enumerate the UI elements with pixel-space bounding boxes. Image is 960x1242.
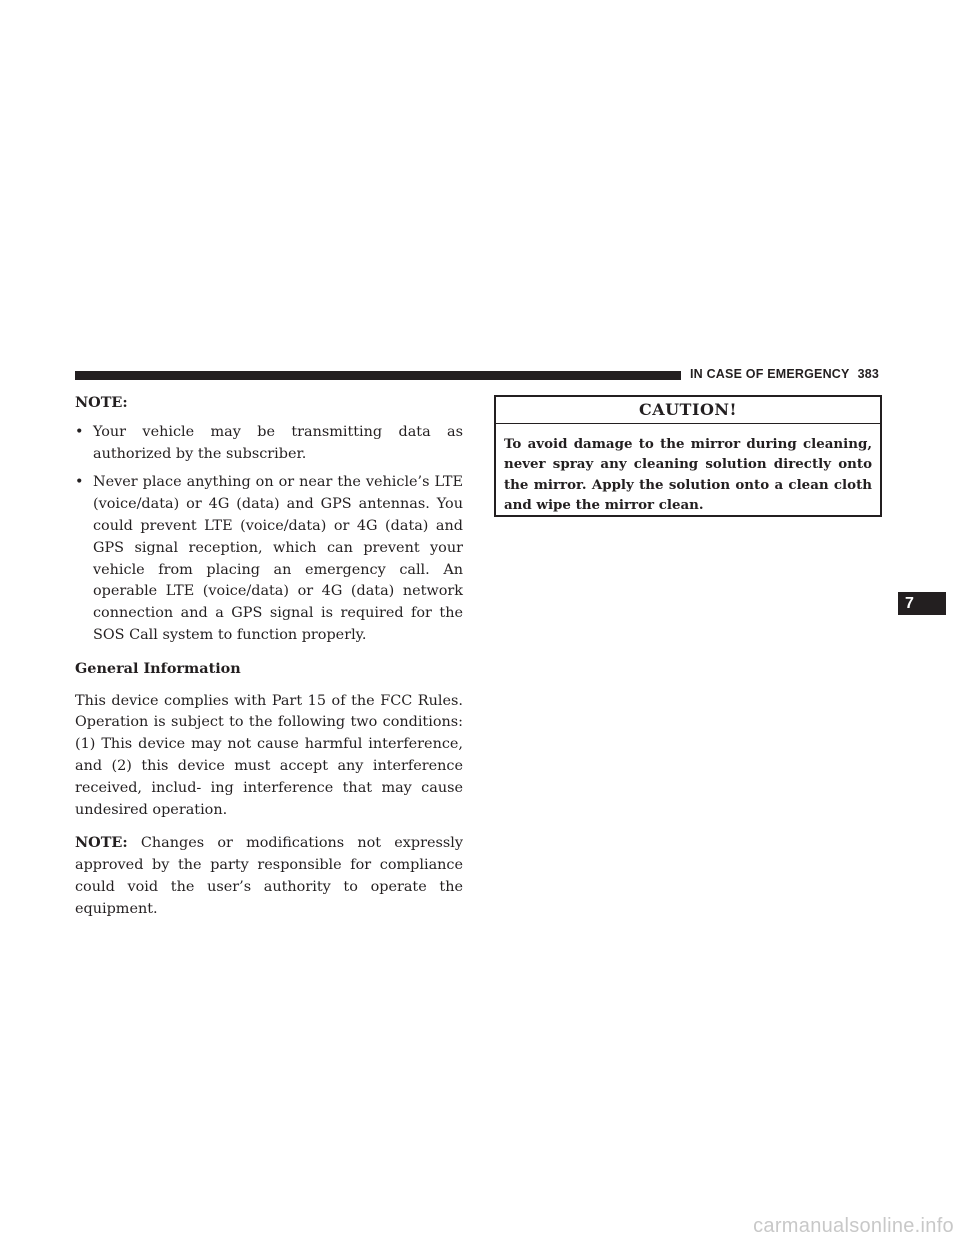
general-info-heading: General Information (75, 659, 241, 677)
header-rule (75, 371, 681, 380)
note-label: NOTE: (75, 834, 128, 852)
bullet-text: Never place anything on or near the vehicle’s LTE (voice/data) or 4G (data) and GPS antennas. You could prevent LTE (voice/data) or 4G (data) and GPS signal reception, which can prevent your vehicle from placing an emergency call. An operable LTE (voice/data) or 4G (data) network connection and a GPS signal is required for the SOS Call system to function properly. (93, 474, 463, 643)
bullet-glyph: • (75, 423, 84, 440)
note-bullet-list (75, 422, 463, 647)
bullet-text: Your vehicle may be transmitting data as authorized by the subscriber. (93, 423, 463, 462)
bullet-glyph: • (75, 474, 84, 491)
note-text: Changes or modifications not expressly approved by the party responsible for compliance could void the user’s authority to operate the equipment. (75, 835, 463, 917)
list-item (75, 472, 463, 646)
note-heading: NOTE: (75, 394, 128, 411)
caution-box (494, 395, 882, 517)
chapter-tab: 7 (898, 592, 946, 615)
caution-title: CAUTION! (496, 397, 880, 424)
watermark: carmanualsonline.info (753, 1215, 954, 1237)
running-header (690, 367, 879, 381)
list-item (75, 422, 463, 466)
general-info-paragraph: This device complies with Part 15 of the FCC Rules. Operation is subject to the following two conditions: (1) This device may not cause harmful interference, and (2) this device must accept any interference received, includ- ing interference that may cause undesired operation. (75, 692, 463, 818)
page-number: 383 (857, 367, 880, 381)
left-column (75, 392, 463, 932)
caution-text: To avoid damage to the mirror during cleaning, never spray any cleaning solution directly onto the mirror. Apply the solution onto a clean cloth and wipe the mirror clean. (504, 436, 872, 514)
section-title: IN CASE OF EMERGENCY (690, 367, 850, 381)
note-paragraph (75, 832, 463, 920)
